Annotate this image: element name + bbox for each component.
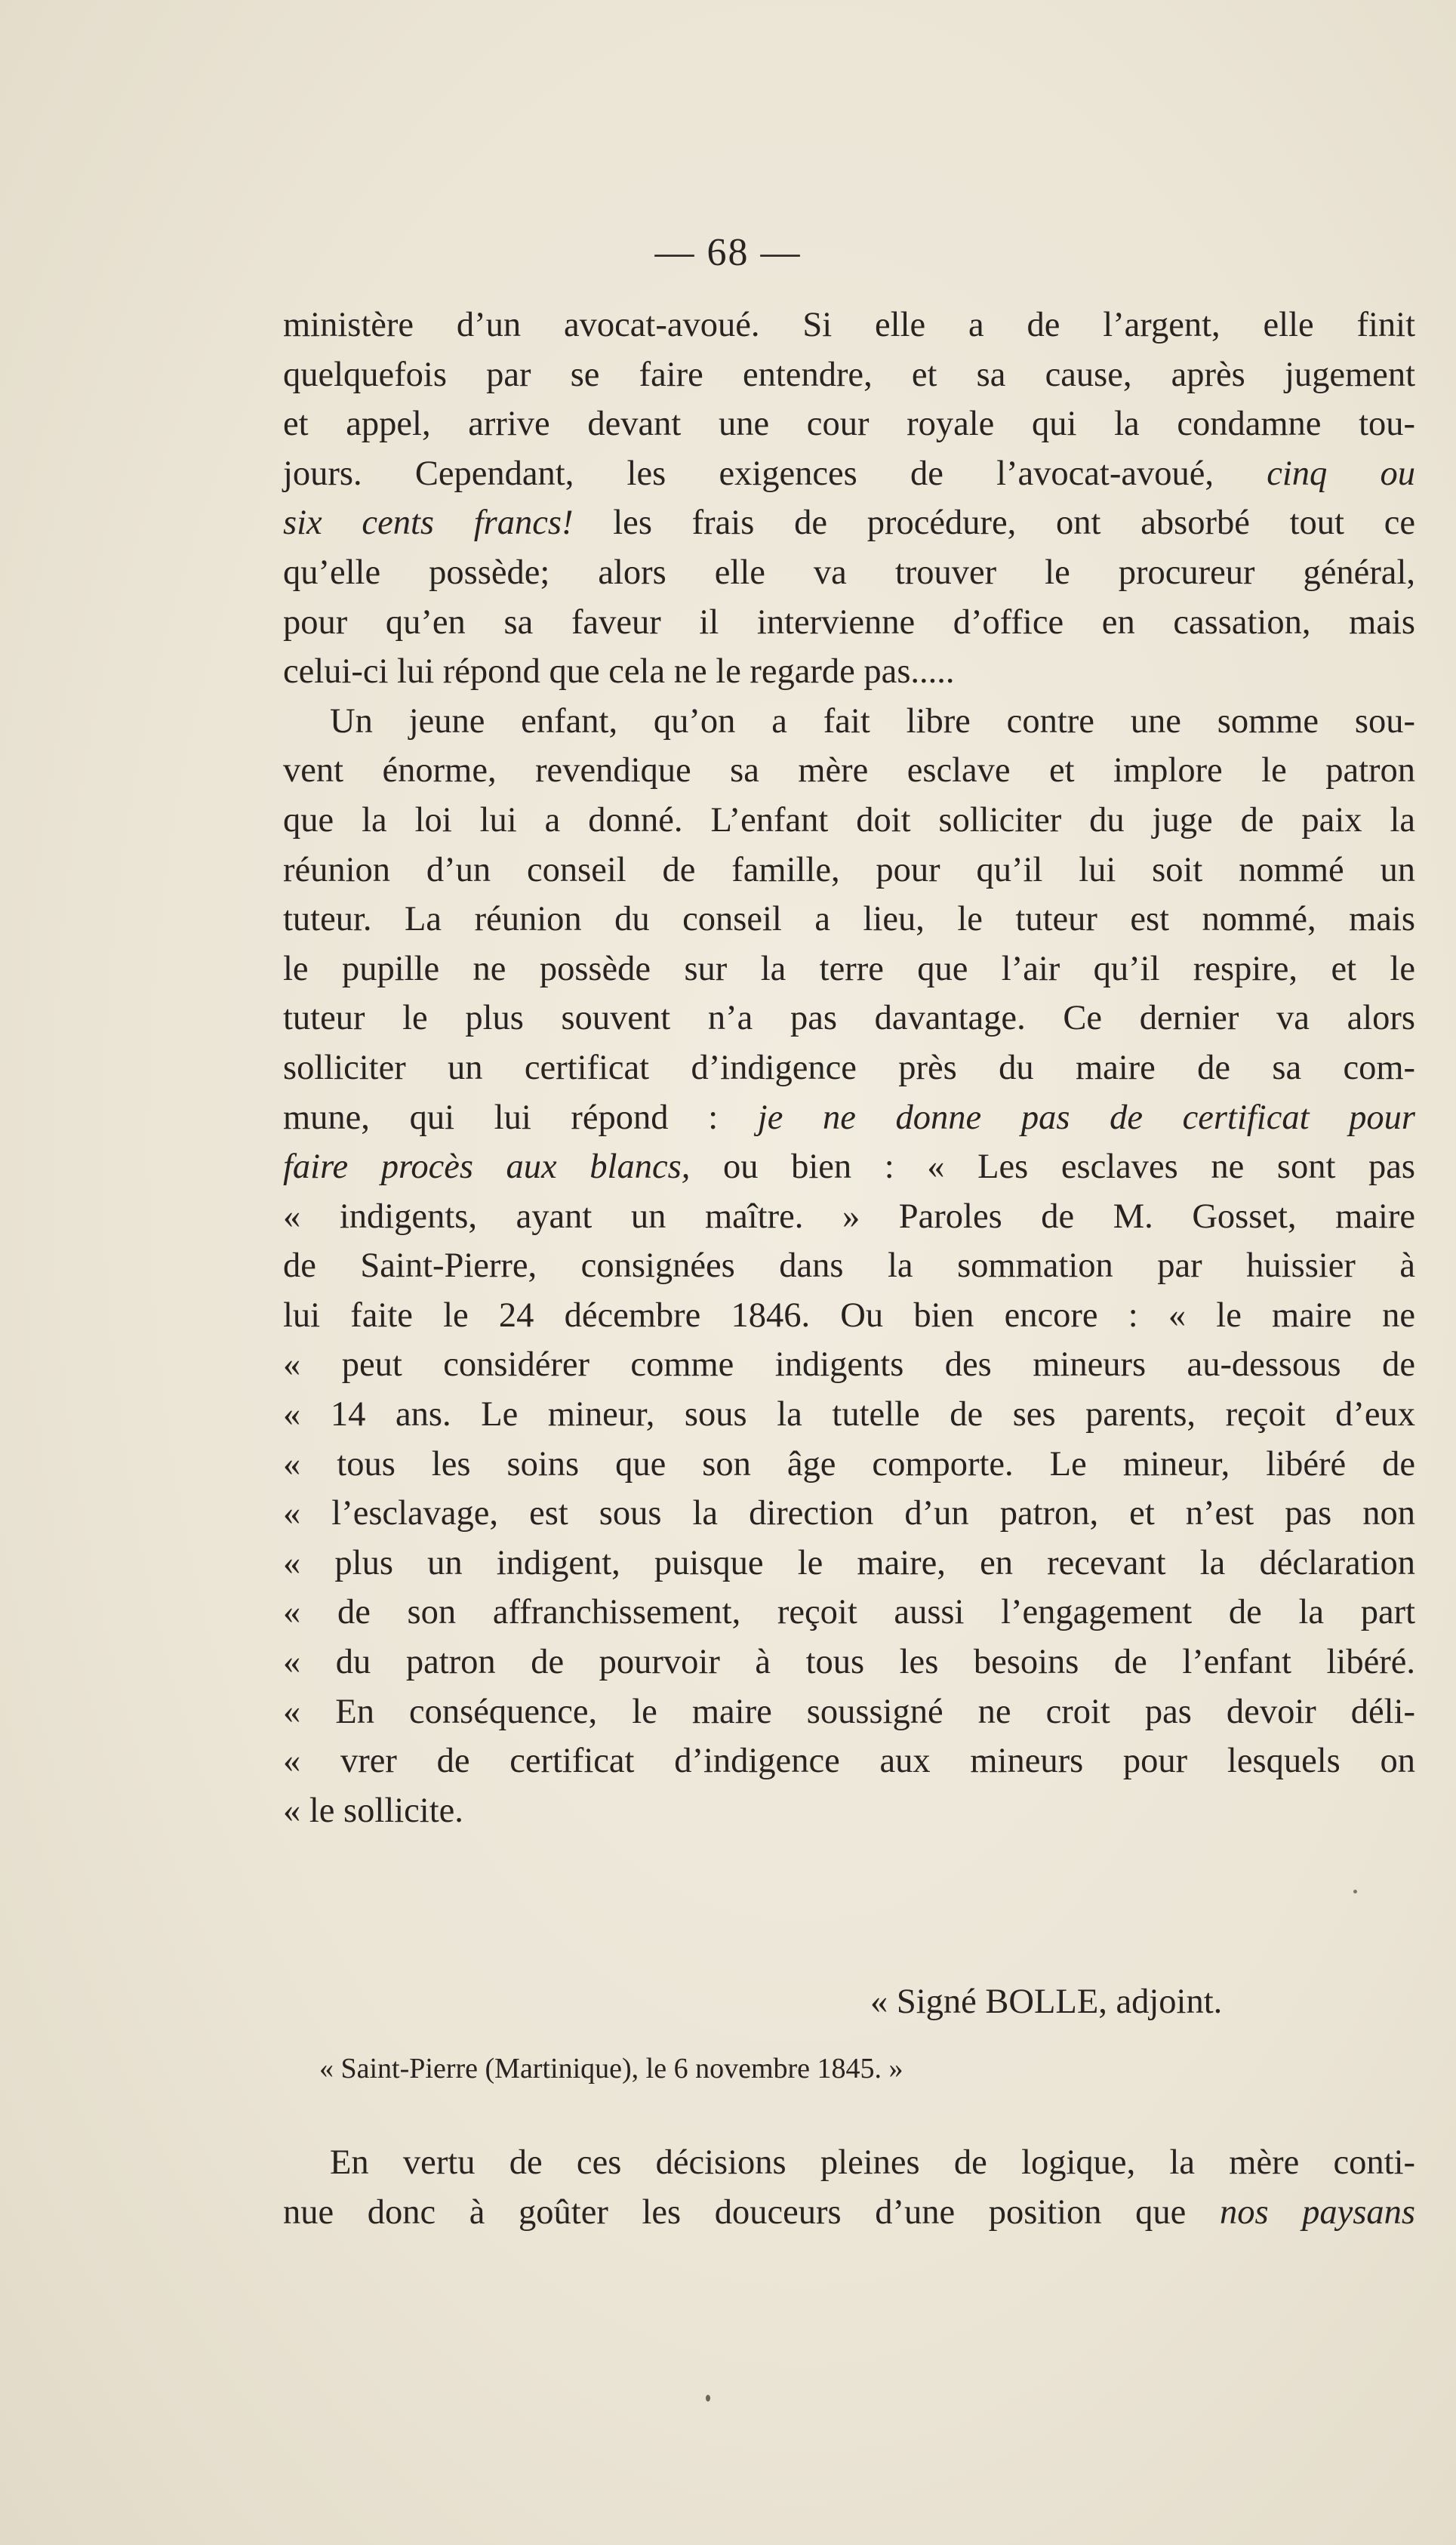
italic-phrase: je ne donne pas de certificat pour xyxy=(757,1098,1416,1137)
text-line: de Saint-Pierre, consignées dans la sommation par huissier à xyxy=(283,1246,1415,1286)
signature-line: « Signé BOLLE, adjoint. xyxy=(870,1983,1223,2021)
text-line: mune, qui lui répond : je ne donne pas de certificat pour xyxy=(283,1098,1416,1137)
text-line: « vrer de certificat d’indigence aux mineurs pour lesquels on xyxy=(283,1742,1415,1781)
text-line: jours. Cependant, les exigences de l’avocat-avoué, cinq ou xyxy=(283,454,1416,493)
text-line: celui-ci lui répond que cela ne le regarde pas..... xyxy=(283,652,955,692)
text-line: tuteur le plus souvent n’a pas davantage. Ce dernier va alors xyxy=(283,999,1415,1038)
text-line: pour qu’en sa faveur il intervienne d’office en cassation, mais xyxy=(283,602,1415,642)
text-line: nue donc à goûter les douceurs d’une position que nos paysans xyxy=(283,2192,1415,2232)
page-number: — 68 — xyxy=(654,231,802,274)
text-line: solliciter un certificat d’indigence près du maire de sa com- xyxy=(283,1048,1415,1087)
dateline: « Saint-Pierre (Martinique), le 6 novembre 1845. » xyxy=(319,2053,903,2084)
text-line: Un jeune enfant, qu’on a fait libre contre une somme sou- xyxy=(330,701,1415,741)
text-line: « de son affranchissement, reçoit aussi l’engagement de la part xyxy=(283,1593,1415,1632)
text-line: qu’elle possède; alors elle va trouver le procureur général, xyxy=(283,553,1415,592)
text-line: ministère d’un avocat-avoué. Si elle a de l’argent, elle finit xyxy=(283,306,1415,344)
text-line: « le sollicite. xyxy=(283,1791,463,1830)
text-line: que la loi lui a donné. L’enfant doit solliciter du juge de paix la xyxy=(283,800,1415,840)
text-line: « plus un indigent, puisque le maire, en recevant la déclaration xyxy=(283,1543,1415,1582)
text-line: faire procès aux blancs, ou bien : « Les esclaves ne sont pas xyxy=(283,1148,1415,1187)
text-line: quelquefois par se faire entendre, et sa cause, après jugement xyxy=(283,355,1415,394)
text-line: « tous les soins que son âge comporte. Le mineur, libéré de xyxy=(283,1444,1415,1484)
italic-phrase: nos paysans xyxy=(1219,2192,1415,2232)
text-line: vent énorme, revendique sa mère esclave et implore le patron xyxy=(283,751,1415,790)
text-line: réunion d’un conseil de famille, pour qu’il lui soit nommé un xyxy=(283,850,1415,889)
text-line: tuteur. La réunion du conseil a lieu, le tuteur est nommé, mais xyxy=(283,900,1415,939)
text-line: « 14 ans. Le mineur, sous la tutelle de ses parents, reçoit d’eux xyxy=(283,1395,1415,1434)
text-line: lui faite le 24 décembre 1846. Ou bien encore : « le maire ne xyxy=(283,1296,1415,1335)
body-text xyxy=(283,300,1415,1835)
ink-speck xyxy=(706,2395,710,2402)
text-line: six cents francs! les frais de procédure, ont absorbé tout ce xyxy=(283,504,1415,543)
ink-speck xyxy=(1353,1890,1357,1893)
text-line: « du patron de pourvoir à tous les besoins de l’enfant libéré. xyxy=(283,1643,1415,1682)
italic-phrase: faire procès aux blancs, xyxy=(283,1148,691,1187)
text-line: « l’esclavage, est sous la direction d’un patron, et n’est pas non xyxy=(283,1494,1415,1533)
text-line: En vertu de ces décisions pleines de logique, la mère conti- xyxy=(330,2143,1415,2182)
italic-phrase: six cents francs! xyxy=(283,504,574,543)
text-line: le pupille ne possède sur la terre que l’air qu’il respire, et le xyxy=(283,949,1415,988)
italic-phrase: cinq ou xyxy=(1267,454,1416,493)
text-line: « indigents, ayant un maître. » Paroles de M. Gosset, maire xyxy=(283,1197,1415,1236)
closing-paragraph xyxy=(283,2138,1415,2237)
text-line: « En conséquence, le maire soussigné ne croit pas devoir déli- xyxy=(283,1692,1415,1731)
text-line: « peut considérer comme indigents des mineurs au-dessous de xyxy=(283,1345,1415,1385)
text-line: et appel, arrive devant une cour royale qui la condamne tou- xyxy=(283,405,1415,444)
